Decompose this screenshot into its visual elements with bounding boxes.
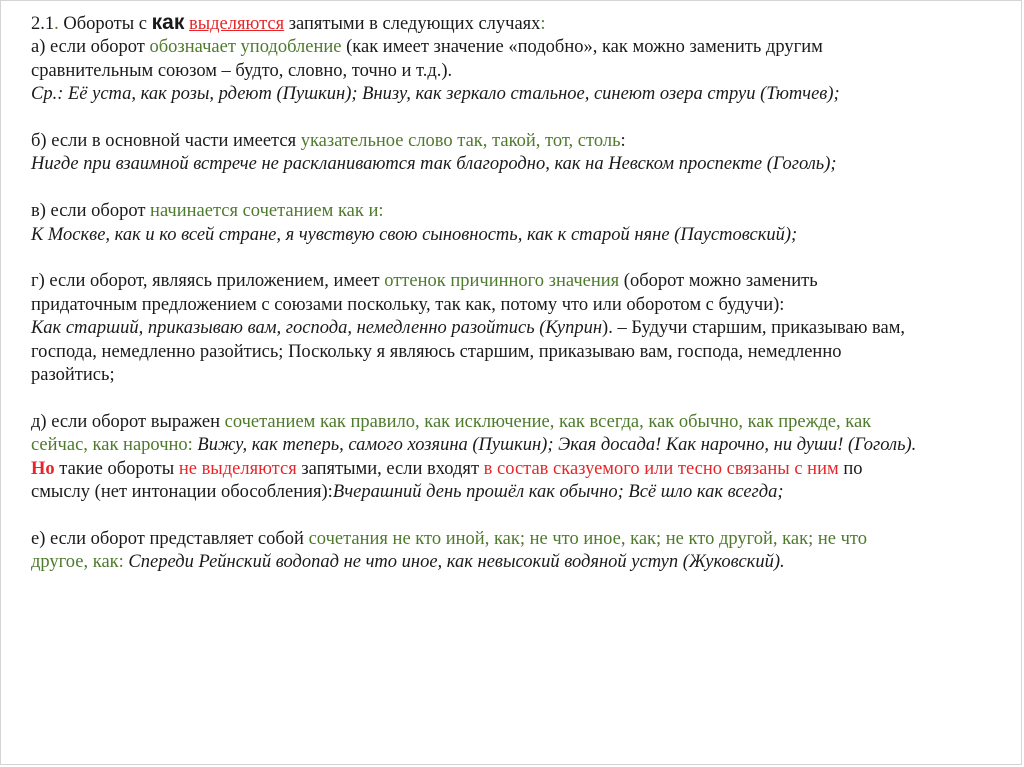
rule-a-example: Ср.: Её уста, как розы, рдеют (Пушкин); Внизу, как зеркало стальное, синеют озера струи (Тютчев); xyxy=(31,84,840,105)
rule-d-predicate: в состав сказуемого или тесно связаны с ним xyxy=(483,458,839,479)
rule-d-not-separated: не выделяются xyxy=(178,458,297,479)
rule-d-text3: запятыми, если входят xyxy=(296,458,484,479)
rule-v-example: К Москве, как и ко всей стране, я чувствую свою сыновность, как к старой няне (Паустовский); xyxy=(31,224,798,245)
rule-v-text: в) если оборот xyxy=(31,201,151,222)
slide-text-body xyxy=(31,11,1006,575)
heading-part3: запятыми в следующих случаях xyxy=(284,14,541,34)
rule-e-key-phrase-cont: другое, как: xyxy=(31,552,124,573)
rule-e-key-phrase: сочетания не кто иной, как; не что иное, как; не кто другой, как; не что xyxy=(308,528,867,549)
rule-d-example2: Вчерашний день прошёл как обычно; Всё шло как всегда; xyxy=(332,482,784,503)
rule-g-example-line3: разойтись; xyxy=(31,365,115,386)
rule-b-key-phrase: указательное слово так, такой, тот, столь xyxy=(300,131,621,152)
rule-g-example-line2: господа, немедленно разойтись; Поскольку я являюсь старшим, приказываю вам, господа, немедленно xyxy=(31,341,842,362)
rule-g-line2: придаточным предложением с союзами поскольку, так как, потому что или оборотом с будучи): xyxy=(31,294,785,315)
paragraph-gap xyxy=(31,177,1006,200)
rule-v-line1 xyxy=(31,200,1006,223)
rule-d-line3 xyxy=(31,458,1006,481)
rule-b-example: Нигде при взаимной встрече не раскланиваются так благородно, как на Невском проспекте (Гоголь); xyxy=(31,154,837,175)
rule-d-key-phrase: сочетанием как правило, как исключение, как всегда, как обычно, как прежде, как xyxy=(224,411,872,432)
rule-d-text5: смыслу (нет интонации обособления): xyxy=(31,482,333,503)
heading-kak: как xyxy=(151,11,185,34)
rule-v-key-phrase: начинается сочетанием как и: xyxy=(150,201,384,222)
rule-g-example-line1 xyxy=(31,317,1006,340)
paragraph-gap xyxy=(31,247,1006,270)
heading-colon: : xyxy=(540,14,546,34)
paragraph-gap xyxy=(31,107,1006,130)
rule-g-line1 xyxy=(31,270,1006,293)
rule-g-example-cont: ). – Будучи старшим, приказываю вам, xyxy=(602,318,906,339)
rule-a-line2: сравнительным союзом – будто, словно, точно и т.д.). xyxy=(31,60,453,81)
rule-d-text4: по xyxy=(838,458,863,479)
rule-d-text: д) если оборот выражен xyxy=(31,411,225,432)
heading-dot: . xyxy=(54,14,64,34)
rule-a-line1 xyxy=(31,36,1006,59)
rule-b-colon: : xyxy=(620,131,626,152)
rule-e-line2 xyxy=(31,551,1006,574)
rule-b-line1 xyxy=(31,130,1006,153)
rule-g-key-phrase: оттенок причинного значения xyxy=(384,271,620,292)
slide-heading xyxy=(31,11,1006,36)
paragraph-gap xyxy=(31,387,1006,410)
rule-a-text-cont: (как имеет значение «подобно», как можно заменить другим xyxy=(341,37,823,58)
paragraph-gap xyxy=(31,504,1006,527)
rule-a-key-phrase: обозначает уподобление xyxy=(149,37,342,58)
rule-a-text: а) если оборот xyxy=(31,37,150,58)
rule-d-text2: такие обороты xyxy=(54,458,179,479)
rule-d-line1 xyxy=(31,411,1006,434)
rule-g-text: г) если оборот, являясь приложением, имеет xyxy=(31,271,385,292)
rule-d-example: Вижу, как теперь, самого хозяина (Пушкин); Экая досада! Как нарочно, ни души! (Гоголь). xyxy=(192,435,917,456)
rule-e-line1 xyxy=(31,528,1006,551)
rule-e-example: Спереди Рейнский водопад не что иное, как невысокий водяной уступ (Жуковский). xyxy=(123,552,785,573)
rule-g-example: Как старший, приказываю вам, господа, немедленно разойтись (Куприн xyxy=(31,318,603,339)
heading-highlight: выделяются xyxy=(188,14,285,34)
rule-e-text: е) если оборот представляет собой xyxy=(31,528,309,549)
heading-part1: Обороты с xyxy=(63,14,152,34)
rule-d-line4 xyxy=(31,481,1006,504)
rule-d-key-phrase-cont: сейчас, как нарочно: xyxy=(31,435,193,456)
rule-b-text: б) если в основной части имеется xyxy=(31,131,301,152)
rule-d-line2 xyxy=(31,434,1006,457)
heading-number: 2.1 xyxy=(31,14,55,34)
rule-g-text-cont: (оборот можно заменить xyxy=(619,271,818,292)
rule-d-but: Но xyxy=(31,458,55,479)
